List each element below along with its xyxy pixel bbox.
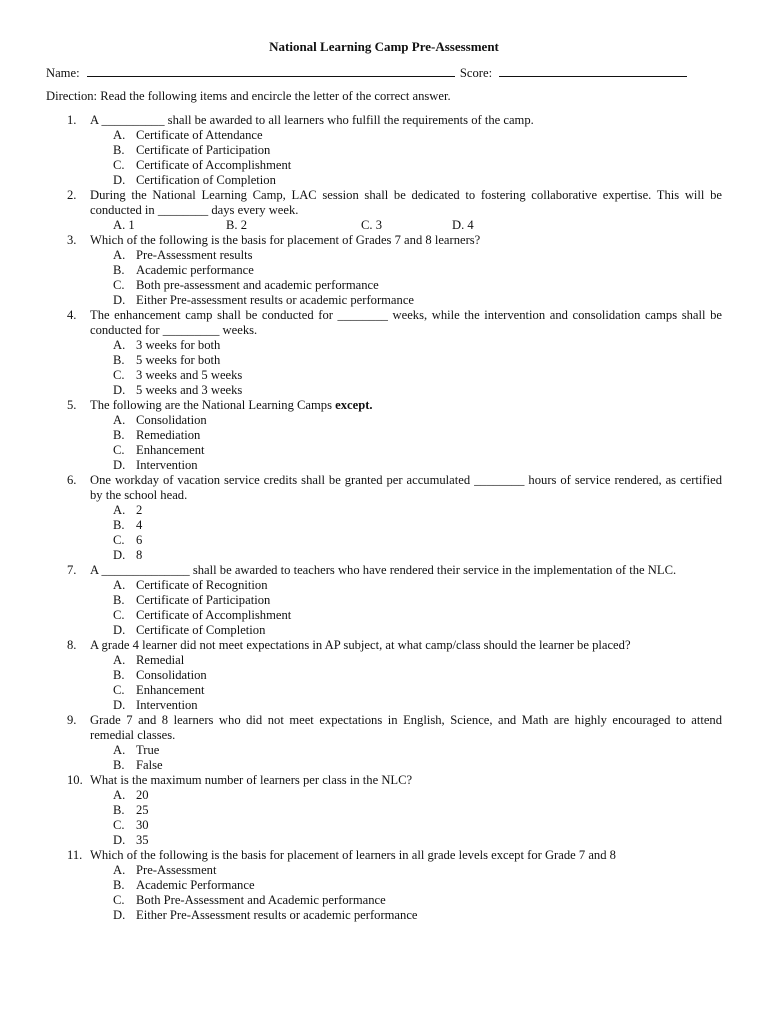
option-letter[interactable]: C. [113,368,125,382]
question-text: During the National Learning Camp, LAC session shall be dedicated to fostering collaborative expertise. This will be conducted in ________ days every week. [90,188,722,217]
question-text-wrap [90,233,722,248]
answer-option[interactable] [0,263,768,278]
question-text-wrap [90,113,722,128]
answer-option[interactable] [0,173,768,188]
option-letter[interactable]: C. [113,893,125,907]
option-letter[interactable]: C. [113,443,125,457]
option-text: Pre-Assessment [136,863,217,877]
answer-option[interactable] [0,833,768,848]
answer-option[interactable] [0,278,768,293]
answer-option[interactable] [0,758,768,773]
answer-option[interactable] [361,218,382,233]
option-letter[interactable]: D. [113,173,126,187]
answer-option[interactable] [0,383,768,398]
answer-option[interactable] [0,863,768,878]
answer-option[interactable] [0,458,768,473]
option-letter[interactable]: D. [113,293,126,307]
question-number: 8. [67,638,77,652]
option-letter[interactable]: D. [113,548,126,562]
option-letter[interactable]: C. [113,683,125,697]
option-text: Enhancement [136,443,205,457]
question-text: The following are the National Learning Camps [90,398,333,412]
option-letter[interactable]: D. [452,218,465,232]
answer-option[interactable] [0,743,768,758]
question-text: A grade 4 learner did not meet expectations in AP subject, at what camp/class should the learner be placed? [90,638,631,652]
question-number: 9. [67,713,77,727]
question-item [0,473,768,563]
question-text-wrap [90,308,722,338]
answer-option[interactable] [0,548,768,563]
answer-option[interactable] [0,158,768,173]
question-stem [0,638,722,653]
option-text: Pre-Assessment results [136,248,253,262]
option-letter[interactable]: C. [361,218,373,232]
option-text: Certificate of Accomplishment [136,608,292,622]
option-text: 3 weeks and 5 weeks [136,368,243,382]
question-item [0,188,768,233]
direction-text: Direction: Read the following items and encircle the letter of the correct answer. [46,89,451,103]
option-letter[interactable]: B. [113,803,125,817]
answer-option[interactable] [0,593,768,608]
answer-option[interactable] [0,803,768,818]
option-text: Certificate of Participation [136,593,271,607]
option-text: 2 [136,503,143,517]
option-text: Both Pre-Assessment and Academic performance [136,893,386,907]
question-number: 1. [67,113,77,127]
question-number: 11. [67,848,83,862]
question-emphasis: except. [335,398,373,412]
question-text-wrap [90,713,722,743]
question-item [0,773,768,848]
answer-option[interactable] [0,623,768,638]
option-letter[interactable]: A. [113,863,126,877]
option-text: Either Pre-Assessment results or academic performance [136,908,418,922]
question-stem [0,233,722,248]
question-text-wrap [90,848,722,863]
option-text: Certificate of Participation [136,143,271,157]
option-letter[interactable]: A. [113,653,126,667]
question-stem [0,848,722,863]
question-item [0,233,768,308]
option-letter[interactable]: B. [113,143,125,157]
question-number: 5. [67,398,77,412]
question-item [0,308,768,398]
option-text: 20 [136,788,149,802]
question-text: A ______________ shall be awarded to teachers who have rendered their service in the implementation of the NLC. [90,563,677,577]
option-letter[interactable]: B. [113,878,125,892]
question-number: 7. [67,563,77,577]
option-letter[interactable]: D. [113,458,126,472]
question-stem [0,773,722,788]
option-text: Academic performance [136,263,254,277]
option-text: False [136,758,163,772]
option-letter[interactable]: D. [113,383,126,397]
answer-option[interactable] [0,443,768,458]
answer-option[interactable] [0,128,768,143]
page-title: National Learning Camp Pre-Assessment [269,39,499,54]
answer-option[interactable] [0,338,768,353]
answer-option[interactable] [113,218,135,233]
option-text: 1 [128,218,135,232]
answer-option[interactable] [0,683,768,698]
option-letter[interactable]: C. [113,533,125,547]
option-text: Intervention [136,698,198,712]
answer-option[interactable] [0,608,768,623]
option-text: True [136,743,160,757]
question-text: What is the maximum number of learners per class in the NLC? [90,773,413,787]
question-item [0,638,768,713]
option-text: Consolidation [136,413,207,427]
question-text-wrap [90,473,722,503]
option-letter[interactable]: A. [113,128,126,142]
option-letter[interactable]: B. [113,668,125,682]
question-number: 3. [67,233,77,247]
question-text-wrap [90,398,722,413]
question-text: The enhancement camp shall be conducted for ________ weeks, while the intervention and consolidation camps shall be conducted for _________ weeks. [90,308,722,337]
question-item [0,563,768,638]
option-text: Academic Performance [136,878,255,892]
question-text-wrap [90,563,722,578]
option-text: Certificate of Recognition [136,578,268,592]
question-item [0,113,768,188]
answer-option[interactable] [0,518,768,533]
answer-option[interactable] [0,533,768,548]
option-text: 2 [240,218,248,232]
option-letter[interactable]: A. [113,218,126,232]
option-letter[interactable]: A. [113,338,126,352]
name-blank-line [87,65,455,77]
option-letter[interactable]: A. [113,413,126,427]
question-list [0,113,768,923]
option-text: 6 [136,533,143,547]
option-letter[interactable]: C. [113,158,125,172]
option-text: 4 [136,518,143,532]
question-stem [0,113,722,128]
answer-option[interactable] [0,248,768,263]
option-letter[interactable]: C. [113,278,125,292]
option-text: 35 [136,833,149,847]
name-score-row [46,65,706,81]
answer-option[interactable] [0,368,768,383]
question-stem [0,398,722,413]
option-text: 8 [136,548,143,562]
option-letter[interactable]: B. [113,263,125,277]
question-number: 4. [67,308,77,322]
answer-option[interactable] [0,428,768,443]
question-text: A __________ shall be awarded to all learners who fulfill the requirements of the camp. [90,113,534,127]
option-letter[interactable]: B. [113,758,125,772]
question-stem [0,563,722,578]
option-letter[interactable]: A. [113,248,126,262]
answer-option[interactable] [0,293,768,308]
option-letter[interactable]: B. [113,428,125,442]
name-label: Name: [46,66,80,80]
answer-option[interactable] [0,878,768,893]
option-letter[interactable]: B. [113,353,125,367]
question-stem [0,713,722,743]
option-text: 4 [467,218,474,232]
option-text: Certificate of Accomplishment [136,158,292,172]
question-text-wrap [90,638,722,653]
option-letter[interactable]: D. [113,908,126,922]
question-text: Grade 7 and 8 learners who did not meet expectations in English, Science, and Math are highly encouraged to attend remedial classes. [90,713,722,742]
question-text: Which of the following is the basis for placement of Grades 7 and 8 learners? [90,233,481,247]
inline-option-row [0,218,768,233]
answer-option[interactable] [0,143,768,158]
option-letter[interactable]: C. [113,818,125,832]
option-letter[interactable]: D. [113,623,126,637]
option-letter[interactable]: B. [113,518,125,532]
answer-option[interactable] [0,353,768,368]
question-stem [0,188,722,218]
answer-option[interactable] [0,668,768,683]
option-text: 25 [136,803,149,817]
question-item [0,398,768,473]
answer-option[interactable] [0,413,768,428]
option-text: Certificate of Attendance [136,128,263,142]
option-letter[interactable]: A. [113,743,126,757]
question-text: One workday of vacation service credits shall be granted per accumulated ________ hours of service rendered, as certified by the school head. [90,473,722,502]
option-text: Enhancement [136,683,205,697]
option-text: 30 [136,818,149,832]
question-text: Which of the following is the basis for placement of learners in all grade levels except for Grade 7 and 8 [90,848,616,862]
answer-option[interactable] [0,788,768,803]
option-text: 5 weeks for both [136,353,221,367]
answer-option[interactable] [0,698,768,713]
score-blank-line [499,65,687,77]
answer-option[interactable] [0,908,768,923]
answer-option[interactable] [0,653,768,668]
option-letter[interactable]: B. [113,593,125,607]
option-text: Remedial [136,653,185,667]
option-text: 3 [375,218,383,232]
question-number: 6. [67,473,77,487]
option-letter[interactable]: A. [113,578,126,592]
option-text: 3 weeks for both [136,338,221,352]
answer-option[interactable] [0,893,768,908]
option-text: Intervention [136,458,198,472]
question-text-wrap [90,773,722,788]
question-stem [0,308,722,338]
score-label: Score: [459,66,493,80]
answer-option[interactable] [0,578,768,593]
question-stem [0,473,722,503]
question-item [0,713,768,773]
option-text: Certificate of Completion [136,623,266,637]
option-letter[interactable]: D. [113,698,126,712]
answer-option[interactable] [0,818,768,833]
option-text: Consolidation [136,668,207,682]
option-letter[interactable]: B. [226,218,238,232]
option-letter[interactable]: D. [113,833,126,847]
option-letter[interactable]: A. [113,788,126,802]
answer-option[interactable] [226,218,247,233]
question-number: 10. [67,773,83,787]
question-text-wrap [90,188,722,218]
question-number: 2. [67,188,77,202]
option-text: Certification of Completion [136,173,276,187]
option-text: Either Pre-assessment results or academic performance [136,293,414,307]
option-letter[interactable]: A. [113,503,126,517]
option-text: Remediation [136,428,201,442]
option-text: 5 weeks and 3 weeks [136,383,243,397]
option-text: Both pre-assessment and academic performance [136,278,379,292]
option-letter[interactable]: C. [113,608,125,622]
question-item [0,848,768,923]
answer-option[interactable] [452,218,474,233]
answer-option[interactable] [0,503,768,518]
